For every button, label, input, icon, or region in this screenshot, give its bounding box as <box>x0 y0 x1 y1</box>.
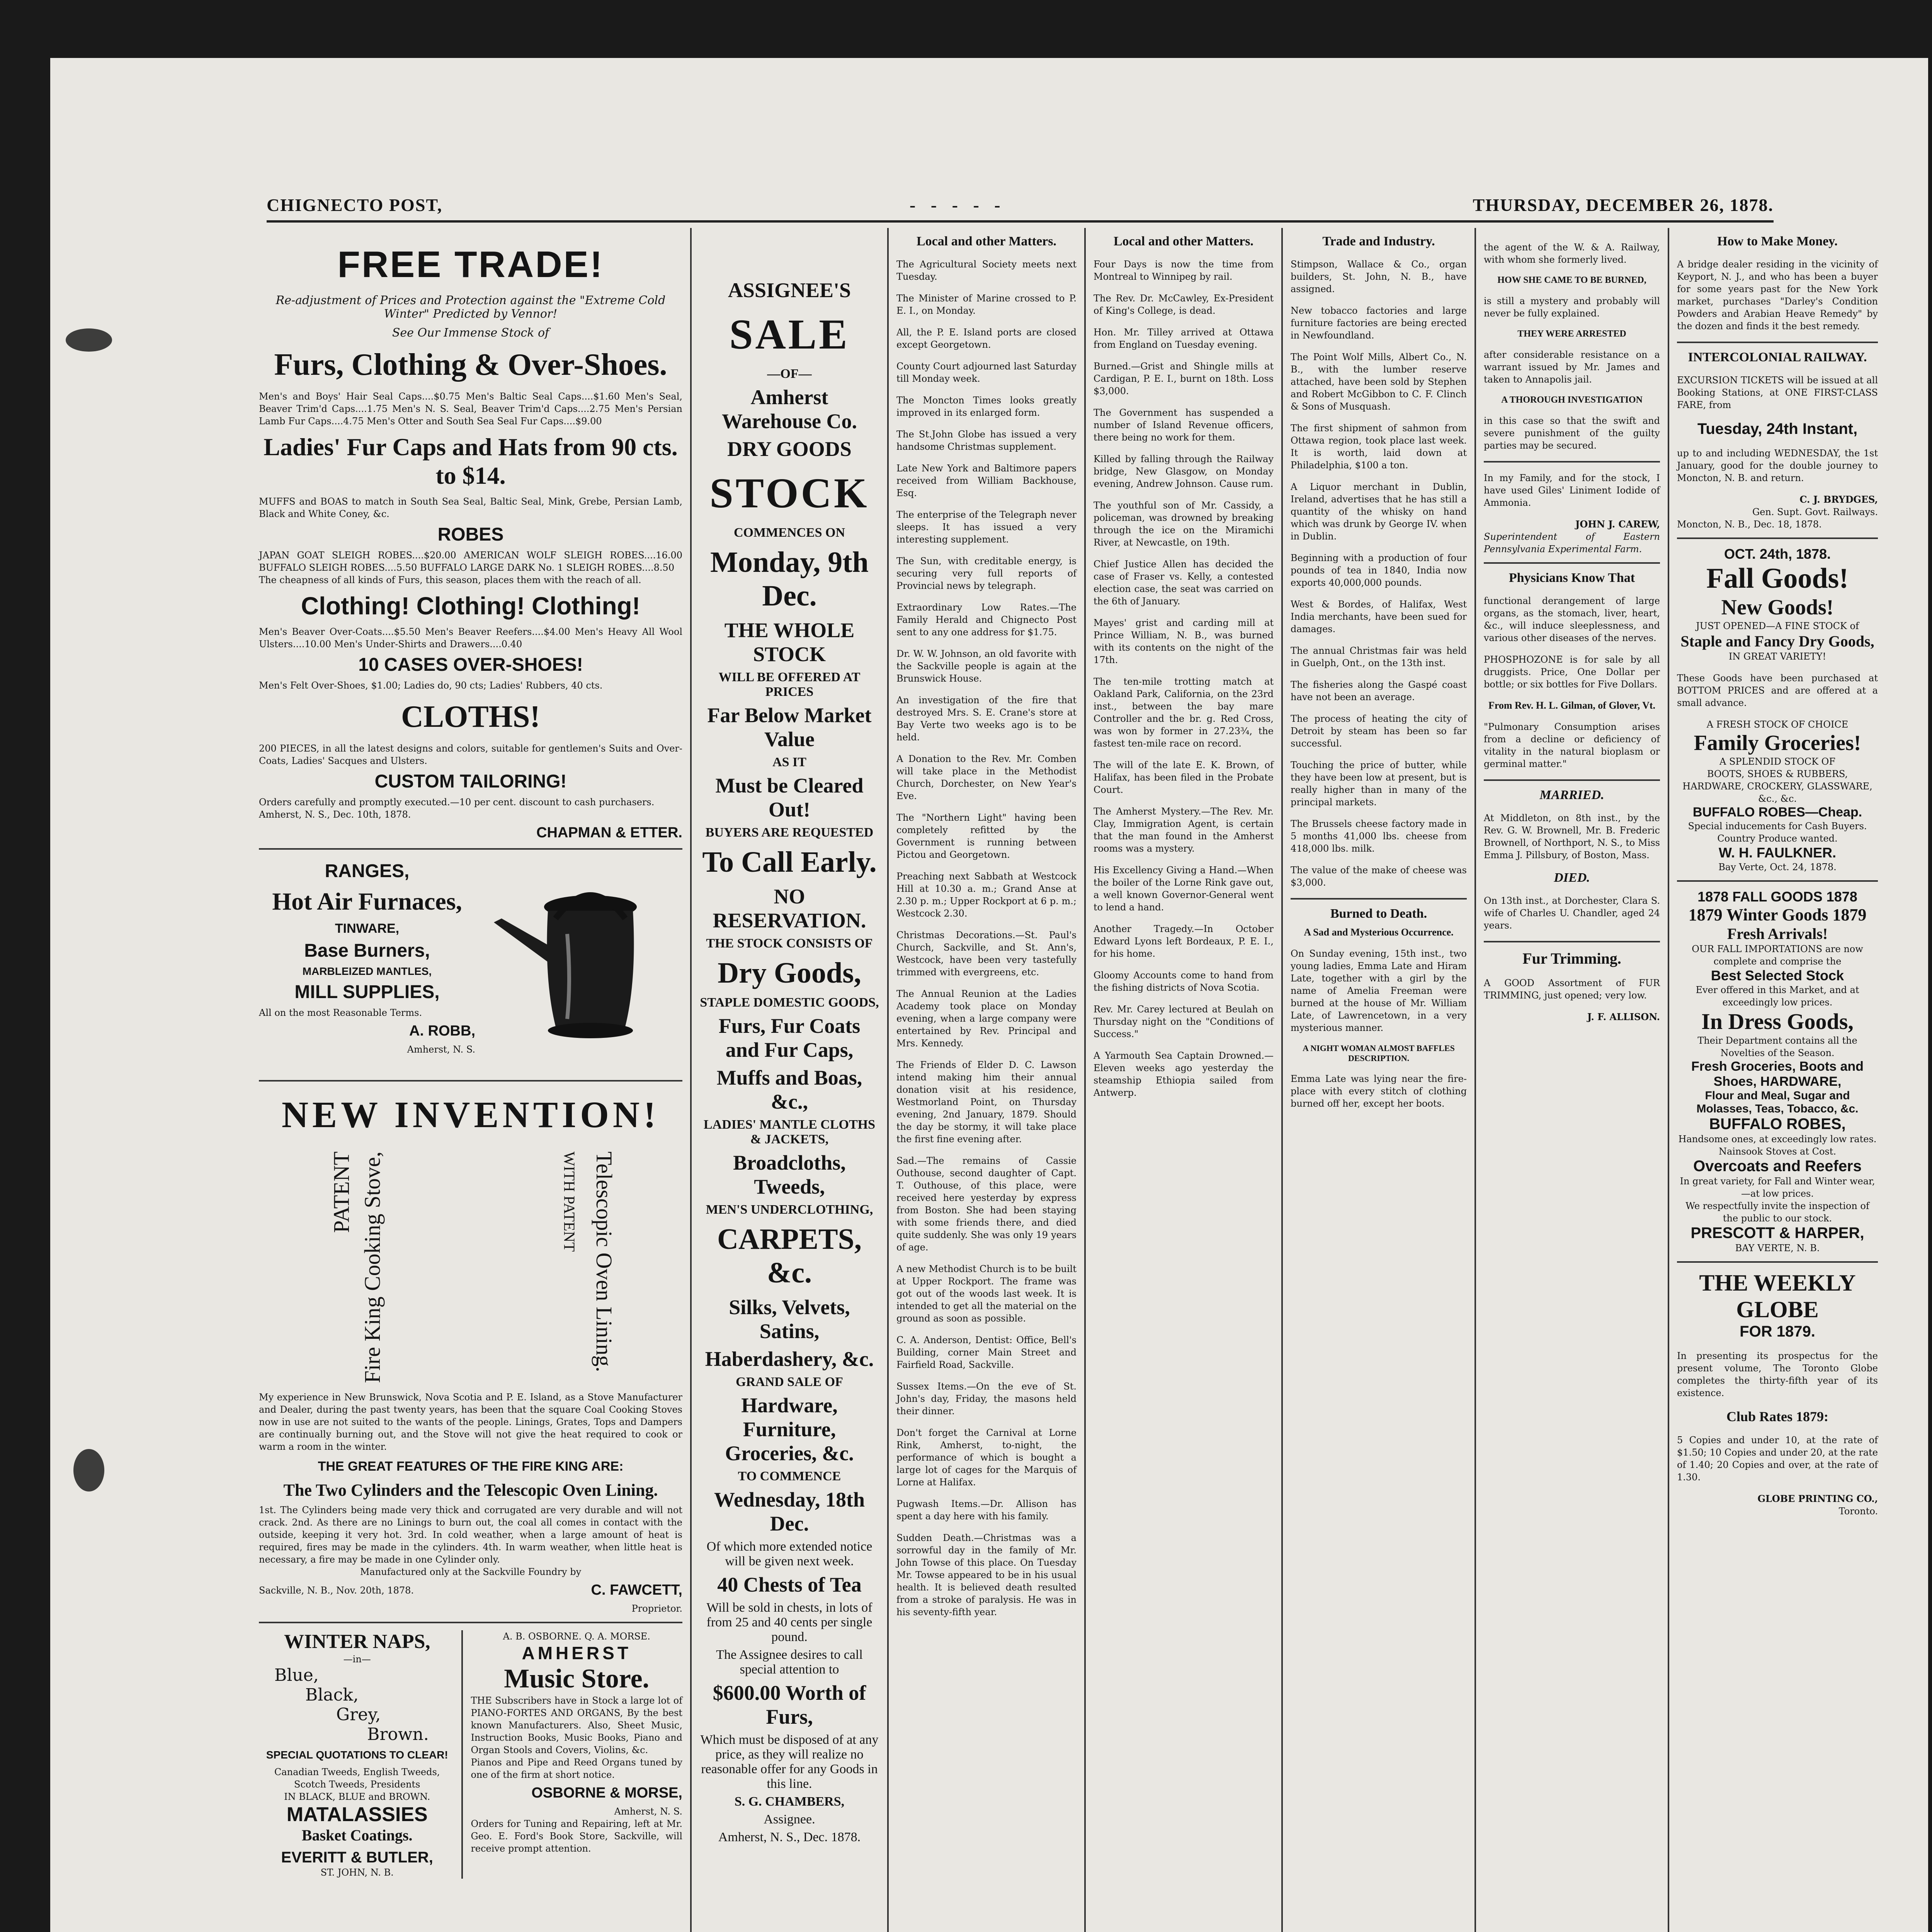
local-news-paragraph: Dr. W. W. Johnson, an old favorite with the Sackville people is again at the Brunswick House. <box>896 648 1077 684</box>
free-trade-ad <box>259 243 682 841</box>
new-invention-title: NEW INVENTION! <box>281 1094 660 1135</box>
buyers-requested: BUYERS ARE REQUESTED <box>705 825 874 840</box>
fawcett-place-date: Sackville, N. B., Nov. 20th, 1878. <box>259 1585 414 1596</box>
color-blue: Blue, <box>274 1665 319 1685</box>
hardware-line: Hardware, Furniture, Groceries, &c. <box>725 1394 854 1465</box>
divider <box>259 1622 682 1623</box>
local-news-paragraph: Pugwash Items.—Dr. Allison has spent a day here with his family. <box>896 1498 1077 1522</box>
grand-sale: GRAND SALE OF <box>736 1375 843 1389</box>
muffs-text: MUFFS and BOAS to match in South Sea Seal, Baltic Seal, Mink, Grebe, Persian Lamb, Black and White Coney, &c. <box>259 496 682 519</box>
features-body: 1st. The Cylinders being made very thick and corrugated are very durable and will not crack. 2nd. As there are no Linings to burn out, the coal all comes in contact with the outside, keeping it very hot. 3rd. In cold weather, when a large amount of heat is required, fires may be made in the cylinders. 4th. In warm weather, when little heat is necessary, a fire may be made in one Cylinder only. <box>259 1505 682 1565</box>
invite-text: We respectfully invite the inspection of the public to our stock. <box>1685 1201 1869 1224</box>
trade-news-paragraph: Touching the price of butter, while they have been low at present, but is really higher than in many of the principal markets. <box>1291 760 1467 808</box>
everitt-place: ST. JOHN, N. B. <box>320 1867 394 1878</box>
patent-label: PATENT <box>329 1151 354 1233</box>
furs-line: Furs, Fur Coats and Fur Caps, <box>718 1014 861 1061</box>
married-text: At Middleton, on 8th inst., by the Rev. G. W. Brownell, Mr. B. Frederic Brownell, of Northport, N. S., to Miss Emma J. Pillsbury, of Boston, Mass. <box>1484 813 1660 861</box>
arrested-text: after considerable resistance on a warrant issued by Mr. James and taken to Annapolis jail. <box>1484 349 1660 385</box>
color-brown: Brown. <box>367 1725 429 1744</box>
allison-signature: J. F. ALLISON. <box>1587 1011 1660 1022</box>
invention-body: My experience in New Brunswick, Nova Scotia and P. E. Island, as a Stove Manufacturer and Dealer, during the past twenty years, has been that the square Coal Cooking Stoves now in use are not suited to the wants of the people. Linings, Grates, Tops and Dampers are continually burning out, and the Stove will not give the heat required to cook or warm a room in the winter. <box>259 1392 682 1452</box>
robb-furnaces: Hot Air Furnaces, <box>272 888 462 915</box>
opened-text: JUST OPENED—A FINE STOCK of <box>1696 621 1859 631</box>
cleared-out: Must be Cleared Out! <box>715 774 864 821</box>
local-news-paragraph: The enterprise of the Telegraph never sleeps. It has issued a very interesting supplement. <box>896 509 1077 545</box>
column-advertisements <box>251 228 692 1932</box>
globe-text: In presenting its prospectus for the present volume, The Toronto Globe completes the thirty-fifth year of its existence. <box>1677 1350 1878 1398</box>
whole-stock: THE WHOLE STOCK <box>724 619 855 666</box>
sale-title: SALE <box>729 311 850 358</box>
railway-heading: INTERCOLONIAL RAILWAY. <box>1688 350 1867 364</box>
color-black: Black, <box>305 1685 359 1705</box>
investigation-heading: A THOROUGH INVESTIGATION <box>1501 395 1643 405</box>
faulkner-signature: W. H. FAULKNER. <box>1719 845 1836 861</box>
local-news-paragraph: County Court adjourned last Saturday till Monday week. <box>896 361 1077 384</box>
railway-text: EXCURSION TICKETS will be issued at all Booking Stations, at ONE FIRST-CLASS FARE, from <box>1677 375 1878 410</box>
fire-king-label: Fire King Cooking Stove, <box>360 1151 385 1383</box>
robb-burners: Base Burners, <box>304 940 430 961</box>
liniment-signature: JOHN J. CAREW, <box>1575 519 1660 530</box>
scan-blemish <box>73 1449 104 1492</box>
robb-place: Amherst, N. S. <box>407 1044 475 1055</box>
trade-news-paragraph: West & Bordes, of Halifax, West India merchants, have been sued for damages. <box>1291 599 1467 634</box>
furs-attention: The Assignee desires to call special attention to <box>716 1648 863 1677</box>
liniment-role: Superintendent of Eastern Pennsylvania Experimental Farm. <box>1484 531 1660 554</box>
divider <box>1677 342 1878 343</box>
chapman-etter-signature: CHAPMAN & ETTER. <box>536 825 682 841</box>
boots-list: BOOTS, SHOES & RUBBERS, HARDWARE, CROCKERY, GLASSWARE, &c., &c. <box>1682 769 1872 804</box>
matalassies: MATALASSIES <box>286 1803 428 1826</box>
divider <box>1484 461 1660 463</box>
carpets: CARPETS, &c. <box>717 1223 862 1289</box>
divider <box>1291 898 1467 900</box>
inducements: Special inducements for Cash Buyers. Country Produce wanted. <box>1688 821 1867 844</box>
divider <box>259 848 682 850</box>
staple-fancy: Staple and Fancy Dry Goods, <box>1680 633 1874 650</box>
music-place: Amherst, N. S. <box>614 1806 682 1817</box>
music-owners: A. B. OSBORNE. Q. A. MORSE. <box>503 1631 650 1642</box>
faulkner-place: Bay Verte, Oct. 24, 1878. <box>1718 862 1837 872</box>
died-text: On 13th inst., at Dorchester, Clara S. wife of Charles U. Chandler, aged 24 years. <box>1484 895 1660 931</box>
music-town: AMHERST <box>522 1643 631 1663</box>
tweeds-colors: IN BLACK, BLUE and BROWN. <box>284 1791 430 1802</box>
railway-place: Moncton, N. B., Dec. 18, 1878. <box>1677 519 1822 530</box>
robb-ranges: RANGES, <box>325 861 410 881</box>
died-heading: DIED. <box>1554 871 1590 885</box>
bottom-ads-row <box>259 1630 682 1879</box>
local-matters-heading: Local and other Matters. <box>917 234 1056 248</box>
money-text: A bridge dealer residing in the vicinity of Keyport, N. J., and who has been a buyer for some years past for the New York market, purchases "Darley's Condition Powders and Arabian Heave Remedy" by the dozen and finds it the best remedy. <box>1677 259 1878 332</box>
investigation-text: in this case so that the swift and severe punishment of the guilty parties may be secured. <box>1484 415 1660 451</box>
local-news-paragraph: The St.John Globe has issued a very handsome Christmas supplement. <box>896 429 1077 452</box>
local-news-paragraph: A new Methodist Church is to be built at Upper Rockport. The frame was got out of the woods last week. It is intended to get all the material on the ground as soon as possible. <box>896 1264 1077 1324</box>
family-groceries: Family Groceries! <box>1694 731 1861 755</box>
railway-text-2: up to and including WEDNESDAY, the 1st January, good for the double journey to Moncton, N. B. and return. <box>1677 448 1878 483</box>
divider <box>1484 562 1660 564</box>
basket-coatings: Basket Coatings. <box>301 1827 413 1844</box>
call-early: To Call Early. <box>702 846 877 878</box>
trade-news-paragraph: A Liquor merchant in Dublin, Ireland, advertises that he has still a quantity of the whisky on hand which was drunk by George IV. when in Dublin. <box>1291 481 1467 542</box>
column-right-ads <box>1669 228 1886 1932</box>
gilman-heading: From Rev. H. L. Gilman, of Glover, Vt. <box>1488 700 1656 711</box>
best-stock: Best Selected Stock <box>1711 968 1844 983</box>
night-woman-heading: A NIGHT WOMAN ALMOST BAFFLES DESCRIPTION. <box>1303 1043 1455 1063</box>
local-news-2-paragraph: The ten-mile trotting match at Oakland Park, California, on the 23rd inst., between the bay mare Controller and the br. g. Red Cross, was won by former in 27.23¾, the fastest ten-mile race on record. <box>1094 676 1274 749</box>
new-goods-title: New Goods! <box>1721 595 1834 619</box>
railway-date: Tuesday, 24th Instant, <box>1697 420 1858 437</box>
masthead-dashes: - - - - - <box>910 195 1006 215</box>
local-news-2-paragraph: His Excellency Giving a Hand.—When the boiler of the Lorne Rink gave out, a well known Governor-General went to lend a hand. <box>1094 865 1274 913</box>
trade-news-paragraph: The fisheries along the Gaspé coast have not been an average. <box>1291 679 1467 702</box>
local-news-paragraph: Sussex Items.—On the eve of St. John's day, Friday, the masons held their dinner. <box>896 1381 1077 1417</box>
divider <box>1484 779 1660 781</box>
divider <box>1677 880 1878 882</box>
stock-title: STOCK <box>709 469 869 517</box>
divider <box>259 1080 682 1082</box>
local-matters-heading-2: Local and other Matters. <box>1114 234 1253 248</box>
company-name: Amherst Warehouse Co. <box>721 386 857 433</box>
globe-printing-signature: GLOBE PRINTING CO., <box>1757 1493 1878 1504</box>
no-reservation: NO RESERVATION. <box>713 885 866 932</box>
local-news-2-paragraph: Chief Justice Allen has decided the case of Fraser vs. Kelly, a contested election case, the seat was carried on the 6th of January. <box>1094 559 1274 607</box>
haberdashery: Haberdashery, &c. <box>705 1347 874 1371</box>
clothing-title: Clothing! Clothing! Clothing! <box>301 592 640 620</box>
great-variety: IN GREAT VARIETY! <box>1728 651 1827 662</box>
free-trade-subtitle: Re-adjustment of Prices and Protection against the "Extreme Cold Winter" Predicted by Vennor! <box>276 294 666 321</box>
local-news-2-paragraph: Killed by falling through the Railway bridge, New Glasgow, on Monday evening, Andrew Johnson. Cause rum. <box>1094 454 1274 489</box>
local-news-paragraph: Christmas Decorations.—St. Paul's Church, Sackville, and St. Ann's, Westcock, have been very tastefully trimmed with evergreens, etc. <box>896 930 1077 978</box>
cloths-text: 200 PIECES, in all the latest designs and colors, suitable for gentlemen's Suits and Over-Coats, Ladies' Sacques and Ulsters. <box>259 743 682 766</box>
local-news-paragraph: The Friends of Elder D. C. Lawson intend making him their annual donation visit at his residence, Westmorland Point, on Thursday evening, 2nd January, 1879. Should the day be stormy, it will take place the first fine evening after. <box>896 1060 1077 1145</box>
trade-news-paragraph: New tobacco factories and large furniture factories are being erected in Newfoundland. <box>1291 305 1467 341</box>
trade-industry-heading: Trade and Industry. <box>1322 234 1435 248</box>
trade-news-paragraph: The first shipment of sahmon from Ottawa region, took place last week. It is worth, laid down at Philadelphia, $100 a ton. <box>1291 423 1467 471</box>
trade-news-paragraph: The Brussels cheese factory made in 5 months 41,000 lbs. cheese from 418,000 lbs. milk. <box>1291 818 1467 854</box>
married-heading: MARRIED. <box>1539 788 1604 802</box>
features-subtitle: The Two Cylinders and the Telescopic Oven Lining. <box>283 1481 658 1500</box>
local-news-paragraph: The Agricultural Society meets next Tuesday. <box>896 259 1077 282</box>
club-rates-title: Club Rates 1879: <box>1726 1409 1828 1424</box>
night-woman-text: Emma Late was lying near the fire-place with every stitch of clothing burned off her, except her boots. <box>1291 1073 1467 1109</box>
winter-goods-1879: 1879 Winter Goods 1879 <box>1688 905 1867 924</box>
issue-date: THURSDAY, DECEMBER 26, 1878. <box>1473 195 1774 215</box>
chambers-signature: S. G. CHAMBERS, <box>734 1794 845 1809</box>
local-news-paragraph: Sad.—The remains of Cassie Outhouse, second daughter of Capt. T. Outhouse, of this place, were received here yesterday by express from Boston. She had been staying with some friends there, and died quite suddenly. She was only 19 years of age. <box>896 1155 1077 1253</box>
with-patent-label: WITH PATENT <box>561 1151 578 1252</box>
fire-king-ad <box>259 1093 682 1615</box>
robb-supplies: MILL SUPPLIES, <box>294 982 440 1002</box>
brydges-role: Gen. Supt. Govt. Railways. <box>1752 507 1878 517</box>
splendid-stock: A SPLENDID STOCK OF <box>1719 756 1835 767</box>
furs-headline: Furs, Clothing & Over-Shoes. <box>274 348 667 382</box>
assignee-place: Amherst, N. S., Dec. 1878. <box>718 1830 861 1844</box>
local-news-2-paragraph: Rev. Mr. Carey lectured at Beulah on Thursday night on the "Conditions of Success." <box>1094 1004 1274 1039</box>
local-news-paragraph: Sudden Death.—Christmas was a sorrowful day in the family of Mr. John Towse of this place. On Tuesday Mr. Towse appeared to be in his usual health. It is believed death resulted from a stroke of paralysis. He was in his seventy-fifth year. <box>896 1532 1077 1617</box>
importations: OUR FALL IMPORTATIONS are now complete and comprise the <box>1692 944 1863 967</box>
tea-chests: 40 Chests of Tea <box>717 1573 862 1596</box>
column-trade-industry <box>1283 228 1476 1932</box>
column-misc <box>1476 228 1669 1932</box>
color-grey: Grey, <box>336 1705 381 1725</box>
dept-text: Their Department contains all the Novelties of the Season. <box>1697 1035 1857 1058</box>
overshoes-prices: Men's Felt Over-Shoes, $1.00; Ladies do, 90 cts; Ladies' Rubbers, 40 cts. <box>259 680 603 691</box>
robb-terms: All on the most Reasonable Terms. <box>259 1007 422 1018</box>
overcoats-text: In great variety, for Fall and Winter wear,—at low prices. <box>1680 1176 1875 1199</box>
local-news-2-paragraph: Four Days is now the time from Montreal to Winnipeg by rail. <box>1094 259 1274 282</box>
how-burned-text: is still a mystery and probably will never be fully explained. <box>1484 296 1660 319</box>
local-news-list <box>896 258 1077 1618</box>
physicians-text: functional derangement of large organs, as the stomach, liver, heart, &c., will induce sleeplessness, and various other diseases of the nerves. <box>1484 595 1660 643</box>
robb-tinware: TINWARE, <box>335 921 400 936</box>
free-trade-title: FREE TRADE! <box>337 244 604 285</box>
brydges-signature: C. J. BRYDGES, <box>1799 494 1878 505</box>
tailoring-text: Orders carefully and promptly executed.—10 per cent. discount to cash purchasers. <box>259 797 655 808</box>
kettle-illustration <box>478 864 679 1065</box>
commences-label: COMMENCES ON <box>733 526 845 540</box>
trade-news-paragraph: Stimpson, Wallace & Co., organ builders, St. John, N. B., have assigned. <box>1291 259 1467 294</box>
local-news-paragraph: Late New York and Baltimore papers received from William Backhouse, Esq. <box>896 463 1077 498</box>
silks-velvets: Silks, Velvets, Satins, <box>729 1296 850 1343</box>
local-news-paragraph: Don't forget the Carnival at Lorne Rink, Amherst, to-night, the performance of which is bought a large lot of cages for the Marquis of Lorne at Halifax. <box>896 1427 1077 1488</box>
telescopic-label: Telescopic Oven Lining. <box>592 1151 617 1372</box>
liniment-text: In my Family, and for the stock, I have used Giles' Liniment Iodide of Ammonia. <box>1484 473 1660 508</box>
robes-title: ROBES <box>437 524 504 545</box>
local-news-2-paragraph: The Amherst Mystery.—The Rev. Mr. Clay, Immigration Agent, is certain that the man found in the Amherst rooms was a mystery. <box>1094 806 1274 854</box>
club-rates-text: 5 Copies and under 10, at the rate of $1.50; 10 Copies and under 20, at the rate of 1.40; 20 Copies and over, at the rate of 1.30. <box>1677 1435 1878 1483</box>
physicians-heading: Physicians Know That <box>1509 571 1635 585</box>
robes-price-list: JAPAN GOAT SLEIGH ROBES....$20.00 AMERICAN WOLF SLEIGH ROBES....16.00 BUFFALO SLEIGH ROBES....5.50 BUFFALO LARGE DARK No. 1 SLEIGH ROBES....8.50 <box>259 550 682 573</box>
local-news-2-paragraph: The will of the late E. K. Brown, of Halifax, has been filed in the Probate Court. <box>1094 760 1274 795</box>
fresh-stock: A FRESH STOCK OF CHOICE <box>1706 719 1849 730</box>
trade-news-paragraph: The value of the make of cheese was $3,000. <box>1291 865 1467 888</box>
column-local-matters-2 <box>1086 228 1283 1932</box>
cloths-title: CLOTHS! <box>401 700 541 734</box>
local-news-2-paragraph: A Yarmouth Sea Captain Drowned.—Eleven weeks ago yesterday the steamship Ethiopia sailed from Antwerp. <box>1094 1050 1274 1098</box>
osborne-morse-signature: OSBORNE & MORSE, <box>531 1785 682 1801</box>
local-news-2-paragraph: Burned.—Grist and Shingle mills at Cardigan, P. E. I., burnt on 18th. Loss $3,000. <box>1094 361 1274 396</box>
local-news-paragraph: An investigation of the fire that destroyed Mrs. S. E. Crane's store at Bay Verte two weeks ago is to be held. <box>896 695 1077 743</box>
clothing-price-list: Men's Beaver Over-Coats....$5.50 Men's Beaver Reefers....$4.00 Men's Heavy All Wool Ulsters....10.00 Men's Under-Shirts and Drawers....0.40 <box>259 626 682 650</box>
dress-goods: In Dress Goods, <box>1701 1009 1854 1034</box>
fawcett-role: Proprietor. <box>631 1603 682 1614</box>
far-below-market: Far Below Market Value <box>707 704 872 751</box>
overcoats-title: Overcoats and Reefers <box>1693 1158 1862 1175</box>
newspaper-page <box>50 58 1928 1932</box>
local-news-paragraph: C. A. Anderson, Dentist: Office, Bell's Building, corner Main Street and Fairfield Road, Sackville. <box>896 1335 1077 1370</box>
scan-blemish <box>66 328 112 352</box>
local-news-2-paragraph: Mayes' grist and carding mill at Prince William, N. B., was burned with its contents on the night of the 17th. <box>1094 617 1274 665</box>
divider <box>1677 1261 1878 1263</box>
robes-note: The cheapness of all kinds of Furs, this season, places them with the reach of all. <box>259 575 641 585</box>
local-news-paragraph: Preaching next Sabbath at Westcock Hill at 10.30 a. m.; Grand Anse at 2.30 p. m.; Upper Rockport at 6 p. m.; Westcock 2.30. <box>896 871 1077 919</box>
buffalo-robes: BUFFALO ROBES—Cheap. <box>1692 805 1862 820</box>
paper-name: CHIGNECTO POST, <box>267 195 443 215</box>
local-news-paragraph: The Annual Reunion at the Ladies Academy took place on Monday evening, when a large company were entertained by Rev. Principal and Mrs. Kennedy. <box>896 988 1077 1049</box>
sale-date-1: Monday, 9th Dec. <box>710 546 869 612</box>
broadcloths: Broadcloths, Tweeds, <box>733 1151 846 1198</box>
money-heading: How to Make Money. <box>1717 234 1838 248</box>
consumption-text: "Pulmonary Consumption arises from a decline or deficiency of vitality in the natural bioplasm or germinal matter." <box>1484 721 1660 769</box>
tailoring-title: CUSTOM TAILORING! <box>374 771 567 792</box>
trade-news-paragraph: Beginning with a production of four pounds of tea in 1840, India now exports 40,000,000 pounds. <box>1291 553 1467 588</box>
burned-subheading: A Sad and Mysterious Occurrence. <box>1304 927 1454 938</box>
divider <box>1484 941 1660 942</box>
local-news-paragraph: The Minister of Marine crossed to P. E. I., on Monday. <box>896 293 1077 316</box>
music-store-title: Music Store. <box>504 1664 650 1694</box>
local-news-2-paragraph: The Rev. Dr. McCawley, Ex-President of King's College, is dead. <box>1094 293 1274 316</box>
to-commence: TO COMMENCE <box>738 1469 841 1483</box>
robb-signature: A. ROBB, <box>409 1023 475 1039</box>
offered-text: Ever offered in this Market, and at exceedingly low prices. <box>1696 985 1859 1008</box>
local-news-2-paragraph: The youthful son of Mr. Cassidy, a policeman, was drowned by breaking through the ice on the Miramichi River, at Newcastle, on 19th. <box>1094 500 1274 548</box>
everitt-butler-signature: EVERITT & BUTLER, <box>281 1849 433 1866</box>
fall-goods-title: Fall Goods! <box>1706 563 1849 594</box>
weekly-globe-title: THE WEEKLY GLOBE <box>1699 1270 1856 1322</box>
fresh-arrivals: Fresh Arrivals! <box>1727 925 1828 942</box>
furs-price-list: Men's and Boys' Hair Seal Caps....$0.75 Men's Baltic Seal Caps....$1.60 Men's Seal, Beaver Trim'd Caps....1.75 Men's N. S. Seal, Beaver Trim'd Caps....2.75 Men's Persian Lamb Fur Caps....4.75 Men's Otter and South Sea Seal Fur Caps....$9.00 <box>259 391 682 427</box>
features-title: THE GREAT FEATURES OF THE FIRE KING ARE: <box>318 1459 624 1474</box>
burned-heading: Burned to Death. <box>1330 906 1427 921</box>
ladies-mantle: LADIES' MANTLE CLOTHS & JACKETS, <box>704 1117 875 1146</box>
prescott-harper-signature: PRESCOTT & HARPER, <box>1690 1225 1864 1242</box>
winter-naps-ad <box>259 1630 463 1879</box>
local-news-2-paragraph: The Government has suspended a number of Island Revenue officers, there being no work for them. <box>1094 407 1274 443</box>
special-quotations: SPECIAL QUOTATIONS TO CLEAR! <box>266 1749 448 1761</box>
local-news-paragraph: A Donation to the Rev. Mr. Comben will take place in the Methodist Church, Dorchester, on New Year's Eve. <box>896 753 1077 801</box>
of-label: —OF— <box>767 367 812 381</box>
local-news-paragraph: The Sun, with creditable energy, is securing very full reports of Provincial news by telegraph. <box>896 556 1077 591</box>
how-burned-heading: HOW SHE CAME TO BE BURNED, <box>1497 275 1646 285</box>
staple-goods: STAPLE DOMESTIC GOODS, <box>700 995 879 1010</box>
tea-note: Will be sold in chests, in lots of from 25 and 40 cents per single pound. <box>706 1600 872 1644</box>
burned-text: On Sunday evening, 15th inst., two young ladies, Emma Late and Hiram Late, together with a girl by the name of Amelia Freeman were burned at the house of Mr. William Late, of Lawrencetown, in a very mysterious manner. <box>1291 948 1467 1033</box>
fall-goods-1878: 1878 FALL GOODS 1878 <box>1697 889 1857 905</box>
purchased-text: These Goods have been purchased at BOTTOM PRICES and are offered at a small advance. <box>1677 673 1878 708</box>
fawcett-signature: C. FAWCETT, <box>591 1582 682 1598</box>
trade-news-paragraph: The annual Christmas fair was held in Guelph, Ont., on the 13th inst. <box>1291 645 1467 668</box>
robb-mantles: MARBLEIZED MANTLES, <box>302 965 432 977</box>
trade-news-list <box>1291 258 1467 889</box>
dry-goods-label: DRY GOODS <box>727 437 852 461</box>
fur-trimming-text: A GOOD Assortment of FUR TRIMMING, just opened; very low. <box>1484 978 1660 1001</box>
local-news-paragraph: The Moncton Times looks greatly improved in its enlarged form. <box>896 395 1077 418</box>
music-body: THE Subscribers have in Stock a large lot of PIANO-FORTES AND ORGANS, By the best known Manufacturers. Also, Sheet Music, Instruction Books, Music Books, Piano and Organ Stools and Covers, Violins, &c. <box>471 1695 682 1755</box>
music-store-ad <box>463 1630 682 1879</box>
local-news-2-paragraph: Gloomy Accounts come to hand from the fishing districts of Nova Scotia. <box>1094 970 1274 993</box>
ladies-caps: Ladies' Fur Caps and Hats from 90 cts. to $14. <box>264 433 678 489</box>
local-news-paragraph: The "Northern Light" having been completely refitted by the Government is running between Pictou and Georgetown. <box>896 812 1077 860</box>
mens-underclothing: MEN'S UNDERCLOTHING, <box>706 1202 873 1217</box>
buffalo-robes-2: BUFFALO ROBES, <box>1709 1116 1846 1133</box>
local-news-2-paragraph: Hon. Mr. Tilley arrived at Ottawa from England on Tuesday evening. <box>1094 327 1274 350</box>
invention-vertical-titles <box>259 1144 682 1391</box>
arrested-heading: THEY WERE ARRESTED <box>1517 329 1626 339</box>
offered-label: WILL BE OFFERED AT PRICES <box>718 670 861 699</box>
extended-notice: Of which more extended notice will be given next week. <box>706 1539 872 1568</box>
manufactured-text: Manufactured only at the Sackville Foundry by <box>360 1566 582 1577</box>
oct-date: OCT. 24th, 1878. <box>1724 546 1831 562</box>
robb-ad <box>259 857 682 1073</box>
muffs-line: Muffs and Boas, &c., <box>716 1066 862 1113</box>
column-local-matters-1 <box>889 228 1086 1932</box>
column-assignee-sale <box>692 228 889 1932</box>
free-trade-intro: See Our Immense Stock of <box>392 326 549 340</box>
handsome-text: Handsome ones, at exceedingly low rates. Nainsook Stoves at Cost. <box>1678 1134 1877 1157</box>
music-orders: Orders for Tuning and Repairing, left at Mr. Geo. E. Ford's Book Store, Sackville, will receive prompt attention. <box>471 1818 682 1854</box>
trade-news-paragraph: The Point Wolf Mills, Albert Co., N. B., with the lumber reserve attached, have been sold by Stephen and Robert McGibbon to C. F. Clinch & Sons of Musquash. <box>1291 352 1467 412</box>
furs-amount: $600.00 Worth of Furs, <box>713 1681 866 1728</box>
free-trade-place-date: Amherst, N. S., Dec. 10th, 1878. <box>259 809 411 820</box>
local-news-list-2 <box>1094 258 1274 1099</box>
tweeds-list: Canadian Tweeds, English Tweeds, Scotch Tweeds, Presidents <box>274 1767 440 1790</box>
local-news-2-paragraph: Another Tragedy.—In October Edward Lyons left Bordeaux, P. E. I., for his home. <box>1094 923 1274 959</box>
weekly-globe-year: FOR 1879. <box>1740 1323 1815 1340</box>
winter-naps-in: —in— <box>343 1654 371 1665</box>
stock-consists: THE STOCK CONSISTS OF <box>706 936 873 951</box>
prescott-place: BAY VERTE, N. B. <box>1735 1243 1820 1253</box>
fur-trimming-heading: Fur Trimming. <box>1522 950 1621 967</box>
as-it-label: AS IT <box>772 755 806 769</box>
sale-date-2: Wednesday, 18th Dec. <box>714 1488 865 1535</box>
assignee-role: Assignee. <box>764 1812 815 1827</box>
globe-place: Toronto. <box>1838 1506 1878 1517</box>
music-tuning: Pianos and Pipe and Reed Organs tuned by one of the firm at short notice. <box>471 1757 682 1780</box>
phosphozone-text: PHOSPHOZONE is for sale by all druggists. Price, One Dollar per bottle; or six bottles for Five Dollars. <box>1484 654 1660 690</box>
groceries-line: Fresh Groceries, Boots and Shoes, HARDWARE, <box>1691 1059 1864 1089</box>
assignees-label: ASSIGNEE'S <box>728 279 851 302</box>
dry-goods-heading: Dry Goods, <box>718 957 861 989</box>
overshoes-title: 10 CASES OVER-SHOES! <box>358 655 583 675</box>
local-news-paragraph: All, the P. E. Island ports are closed except Georgetown. <box>896 327 1077 350</box>
agent-text: the agent of the W. & A. Railway, with whom she formerly lived. <box>1484 242 1660 265</box>
winter-naps-title: WINTER NAPS, <box>284 1631 430 1653</box>
masthead <box>267 189 1774 223</box>
trade-news-paragraph: The process of heating the city of Detroit by steam has been so far successful. <box>1291 713 1467 749</box>
divider <box>1677 537 1878 539</box>
local-news-paragraph: Extraordinary Low Rates.—The Family Herald and Chignecto Post sent to any one address for $1.75. <box>896 602 1077 638</box>
furs-note: Which must be disposed of at any price, as they will realize no reasonable offer for any Goods in this line. <box>700 1733 879 1791</box>
flour-line: Flour and Meal, Sugar and Molasses, Teas, Tobacco, &c. <box>1696 1089 1859 1115</box>
